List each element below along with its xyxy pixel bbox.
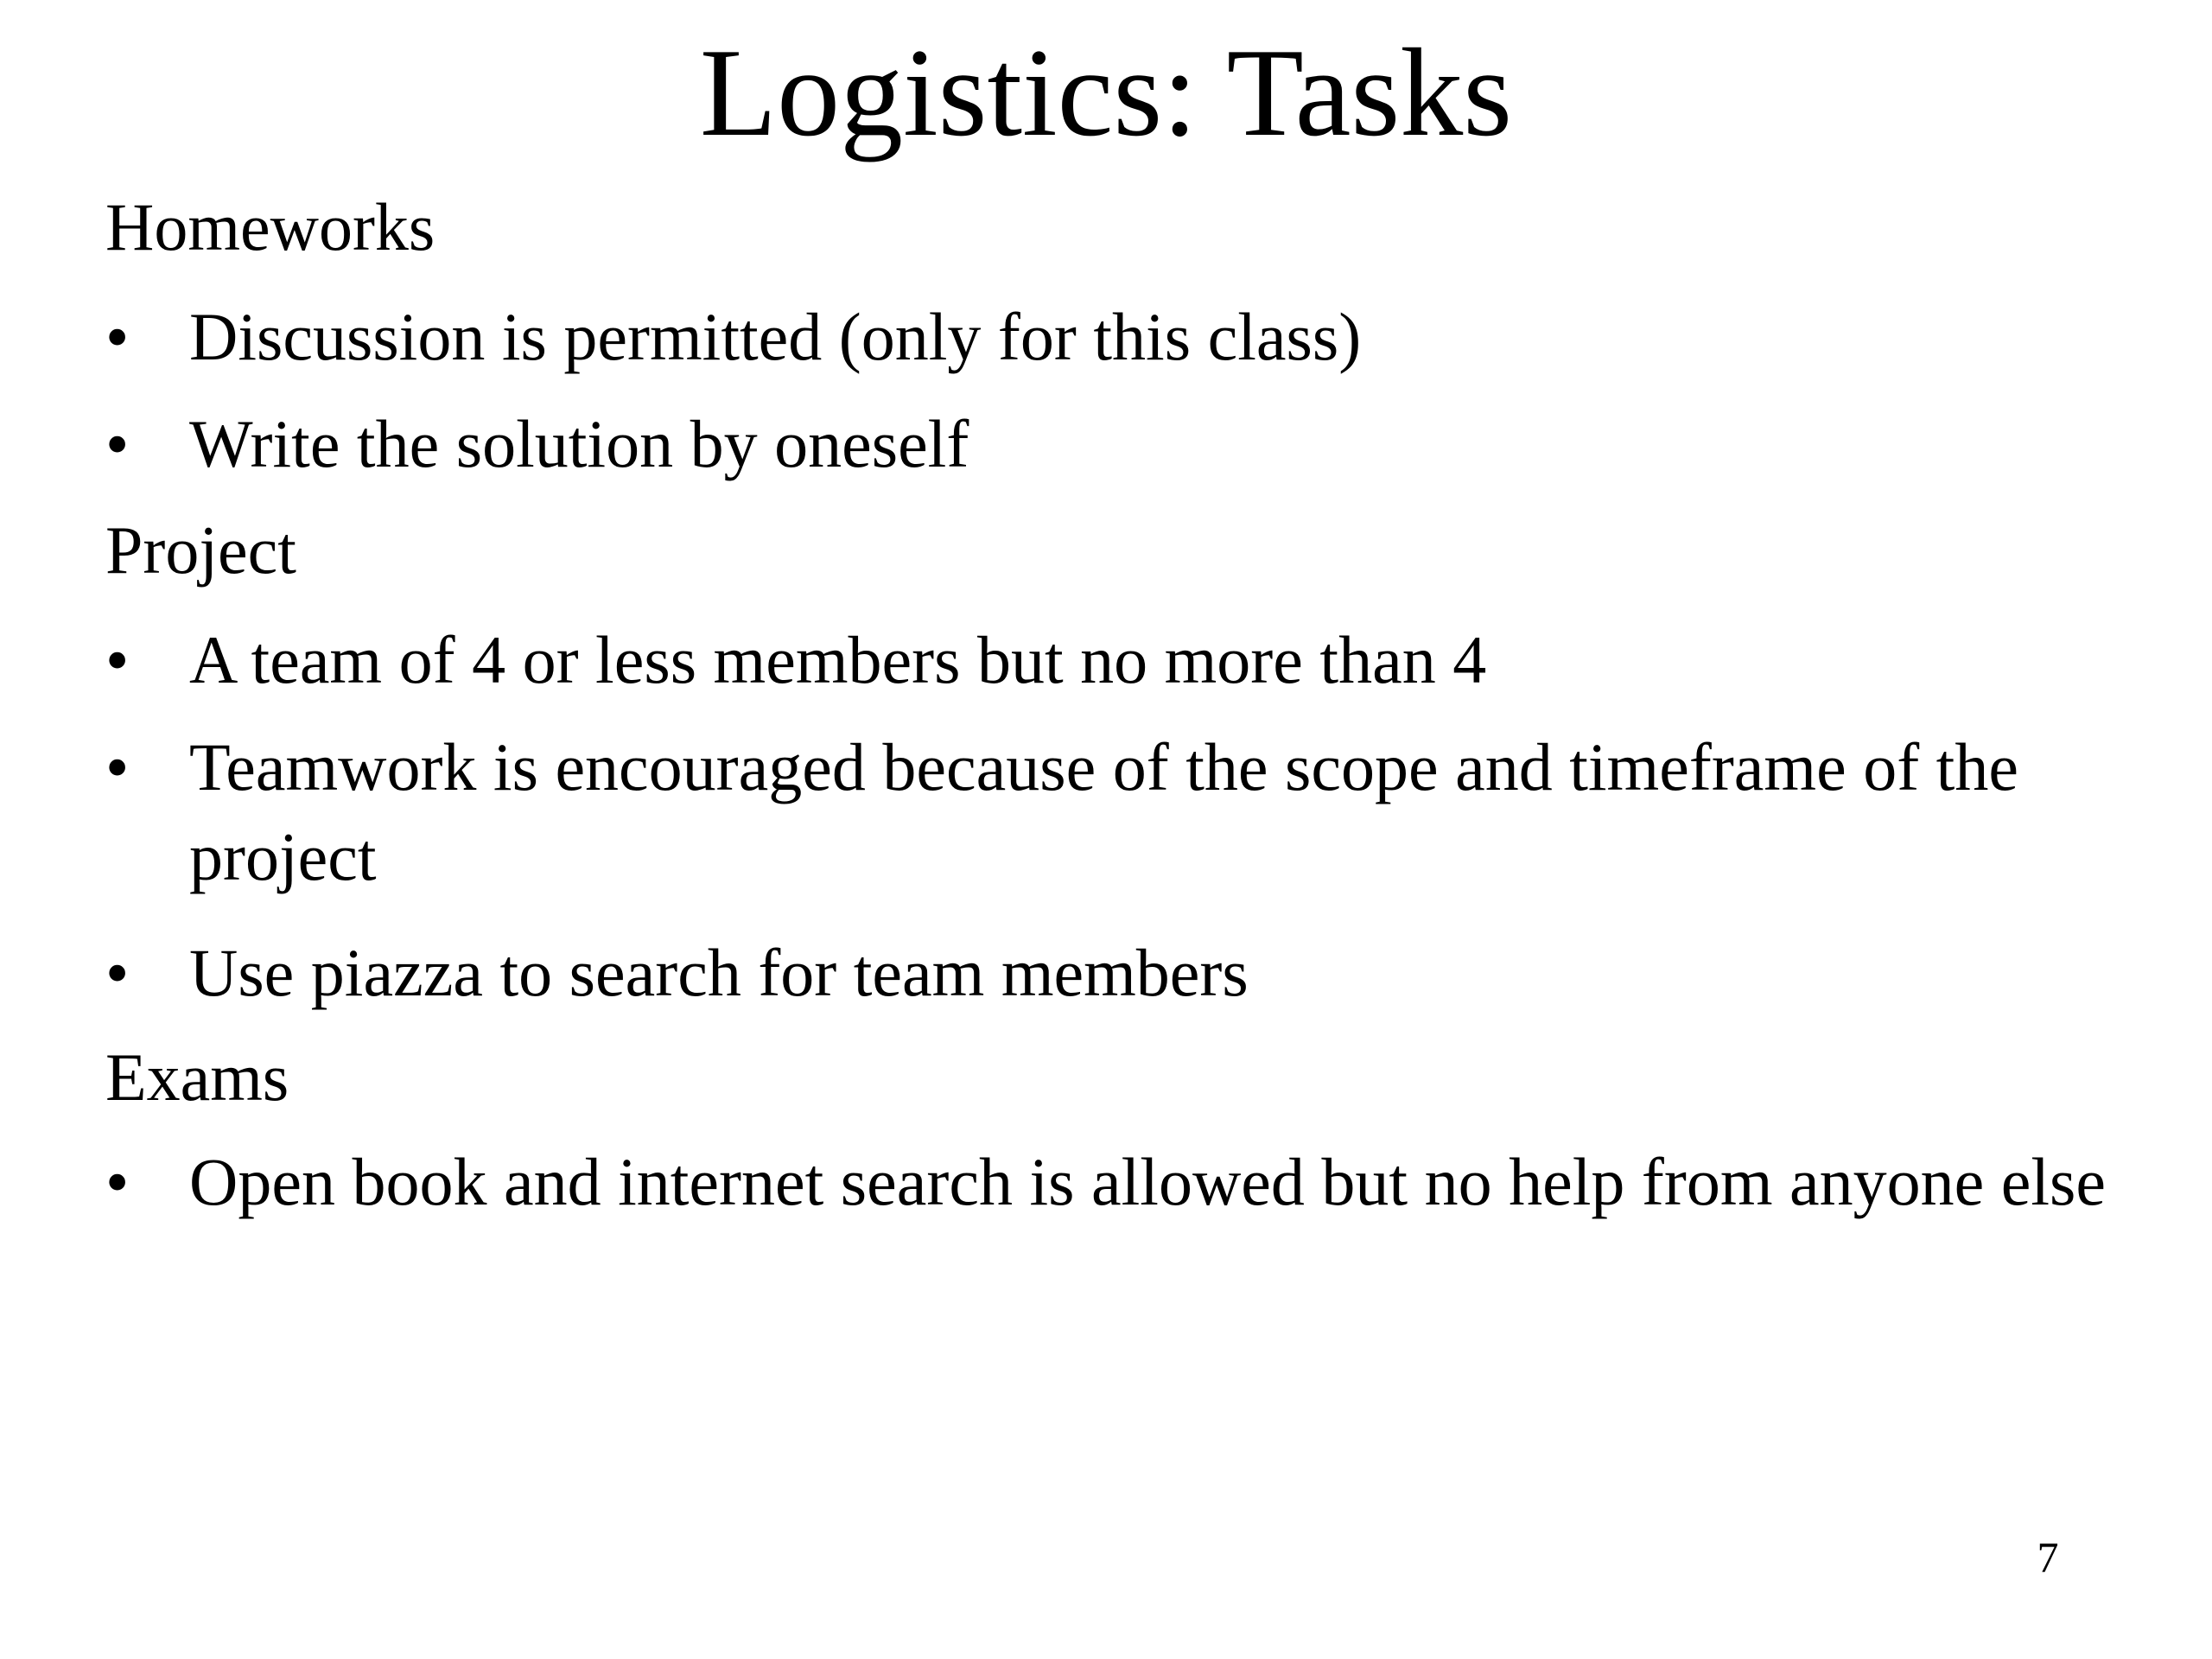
bullet-item	[105, 399, 2119, 489]
bullet-item	[105, 928, 2119, 1018]
bullet-item	[105, 722, 2119, 902]
bullet-item	[105, 292, 2119, 382]
bullet-icon: •	[105, 935, 130, 1010]
bullet-text: Discussion is permitted (only for this class)	[189, 299, 1362, 374]
bullet-icon: •	[105, 1144, 130, 1219]
bullet-icon: •	[105, 299, 130, 374]
bullet-item	[105, 1137, 2119, 1227]
bullet-text: A team of 4 or less members but no more than 4	[189, 622, 1487, 697]
bullet-icon: •	[105, 729, 130, 804]
bullet-item	[105, 615, 2119, 705]
bullet-icon: •	[105, 406, 130, 481]
bullet-text: Use piazza to search for team members	[189, 935, 1249, 1010]
bullet-text: Write the solution by oneself	[189, 406, 969, 481]
section-heading-homeworks: Homeworks	[105, 189, 435, 264]
slide-title: Logistics: Tasks	[699, 22, 1513, 162]
bullet-text: Teamwork is encouraged because of the scope and timeframe of the project	[189, 729, 2018, 894]
section-heading-project: Project	[105, 512, 296, 588]
page-number: 7	[2037, 1533, 2059, 1581]
bullet-text: Open book and internet search is allowed but no help from anyone else	[189, 1144, 2107, 1219]
section-heading-exams: Exams	[105, 1039, 289, 1115]
bullet-icon: •	[105, 622, 130, 697]
